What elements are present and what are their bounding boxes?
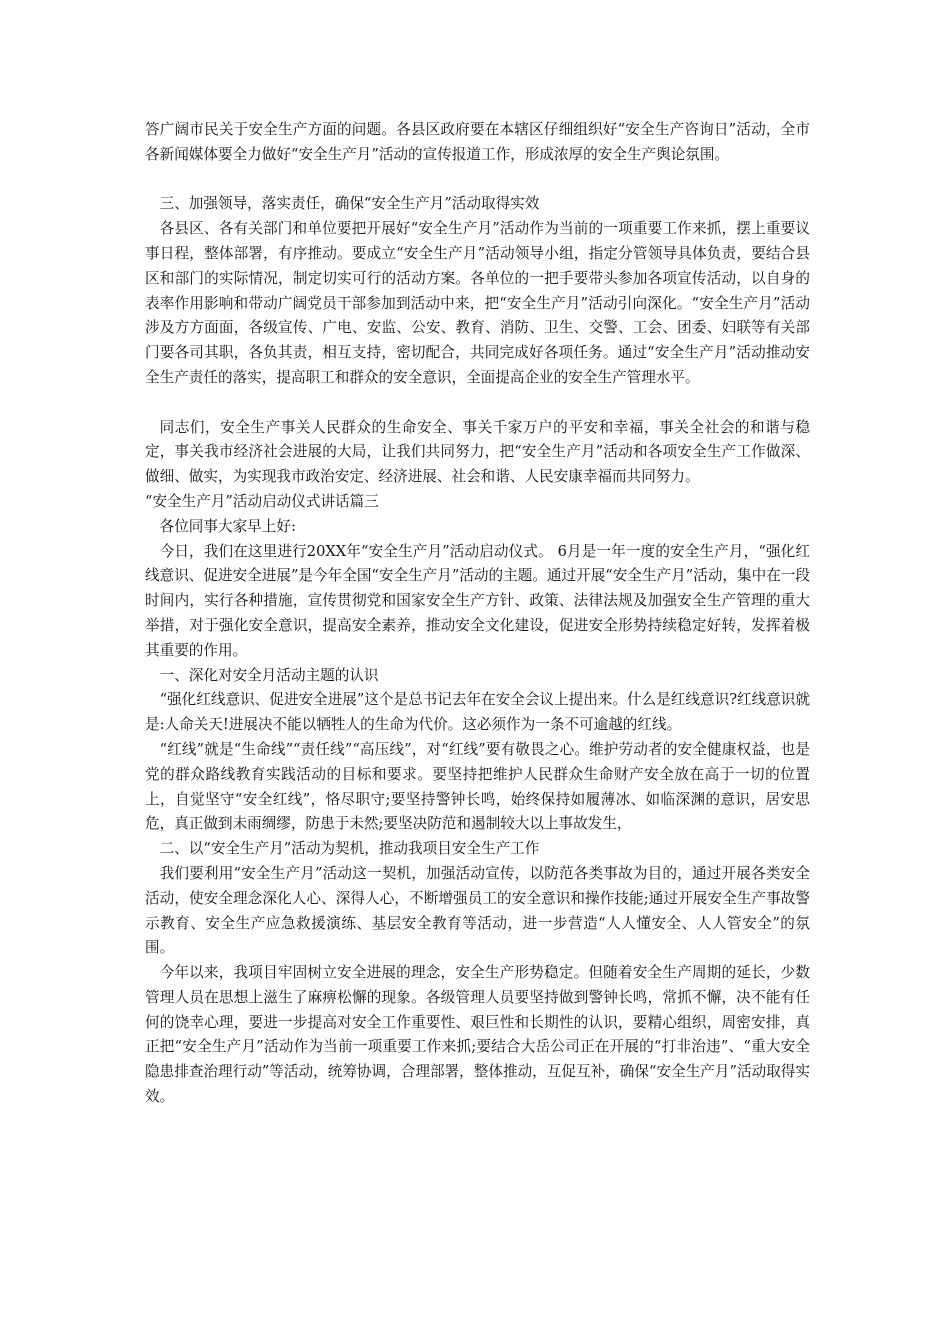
- paragraph-intro: 答广阔市民关于安全生产方面的问题。各县区政府要在本辖区仔细组织好“安全生产咨询日”活动，全市各新闻媒体要全力做好“安全生产月”活动的宣传报道工作，形成浓厚的安全生产舆论氛围。: [145, 121, 810, 163]
- paragraph-red-line: “强化红线意识、促进安全进展”这个是总书记去年在安全会议上提出来。什么是红线意识?红线意识就是:人命关天!进展决不能以牺牲人的生命为代价。这必须作为一条不可逾越的红线。: [145, 691, 810, 734]
- document-body: [145, 118, 810, 1110]
- section-heading-2: 二、以“安全生产月”活动为契机，推动我项目安全生产工作: [159, 840, 540, 858]
- spacer: [145, 168, 810, 193]
- section-heading-3: 三、加强领导，落实责任，确保“安全生产月”活动取得实效: [159, 195, 540, 213]
- paragraph-project: 今年以来，我项目牢固树立安全进展的理念，安全生产形势稳定。但随着安全生产周期的延长，少数管理人员在思想上滋生了麻痹松懈的现象。各级管理人员要坚持做到警钟长鸣，常抓不懈，决不能有任何的饶幸心理，要进一步提高对安全工作重要性、艰巨性和长期性的认识，要精心组织，周密安排，真正把“安全生产月”活动作为当前一项重要工作来抓;要结合大岳公司正在开展的“打非治违”、“重大安全隐患排查治理行动”等活动，统筹协调，合理部署，整体推动，互促互补，确保“安全生产月”活动取得实效。: [145, 964, 810, 1106]
- paragraph-opportunity: 我们要利用“安全生产月”活动这一契机，加强活动宣传，以防范各类事故为目的，通过开展各类安全活动，使安全理念深化人心、深得人心，不断增强员工的安全意识和操作技能;通过开展安全生产事故警示教育、安全生产应急救援演练、基层安全教育等活动，进一步营造“人人懂安全、人人管安全”的氛围。: [145, 864, 810, 957]
- paragraph-opening: 今日，我们在这里进行20XX年“安全生产月”活动启动仪式。 6月是一年一度的安全生产月，“强化红线意识、促进安全进展”是今年全国“安全生产月”活动的主题。通过开展“安全生产月”活动，集中在一段时间内，实行各种措施，宣传贯彻党和国家安全生产方针、政策、法律法规及加强安全生产管理的重大举措，对于强化安全意识，提高安全素养，推动安全文化建设，促进安全形势持续稳定好转，发挥着极其重要的作用。: [145, 542, 810, 659]
- paragraph-leadership: 各县区、各有关部门和单位要把开展好“安全生产月”活动作为当前的一项重要工作来抓，摆上重要议事日程，整体部署，有序推动。要成立“安全生产月”活动领导小组，指定分管领导具体负责，要结合县区和部门的实际情况，制定切实可行的活动方案。各单位的一把手要带头参加各项宣传活动，以自身的表率作用影响和带动广阔党员干部参加到活动中来，把“安全生产月”活动引向深化。“安全生产月”活动涉及方方面面，各级宣传、广电、安监、公安、教育、消防、卫生、交警、工会、团委、妇联等有关部门要各司其职，各负其责，相互支持，密切配合，共同完成好各项任务。通过“安全生产月”活动推动安全生产责任的落实，提高职工和群众的安全意识，全面提高企业的安全生产管理水平。: [145, 220, 810, 386]
- paragraph-closing: 同志们，安全生产事关人民群众的生命安全、事关千家万户的平安和幸福，事关全社会的和谐与稳定，事关我市经济社会进展的大局，让我们共同努力，把“安全生产月”活动和各项安全生产工作做深、做细、做实，为实现我市政治安定、经济进展、社会和谐、人民安康幸福而共同努力。: [145, 418, 810, 486]
- paragraph-red-line-detail: “红线”就是“生命线”“责任线”“高压线”，对“红线”要有敬畏之心。维护劳动者的安全健康权益，也是党的群众路线教育实践活动的目标和要求。要坚持把维护人民群众生命财产安全放在高于一切的位置上，自觉坚守“安全红线”，恪尽职守;要坚持警钟长鸣，始终保持如履薄冰、如临深渊的意识，居安思危，真正做到未雨绸缪，防患于未然;要坚决防范和遏制较大以上事故发生，: [145, 740, 810, 833]
- greeting: 各位同事大家早上好:: [159, 517, 296, 535]
- spacer: [145, 391, 810, 416]
- section-heading-1: 一、深化对安全月活动主题的认识: [159, 666, 379, 684]
- speech-title-3: “安全生产月”活动启动仪式讲话篇三: [145, 492, 379, 510]
